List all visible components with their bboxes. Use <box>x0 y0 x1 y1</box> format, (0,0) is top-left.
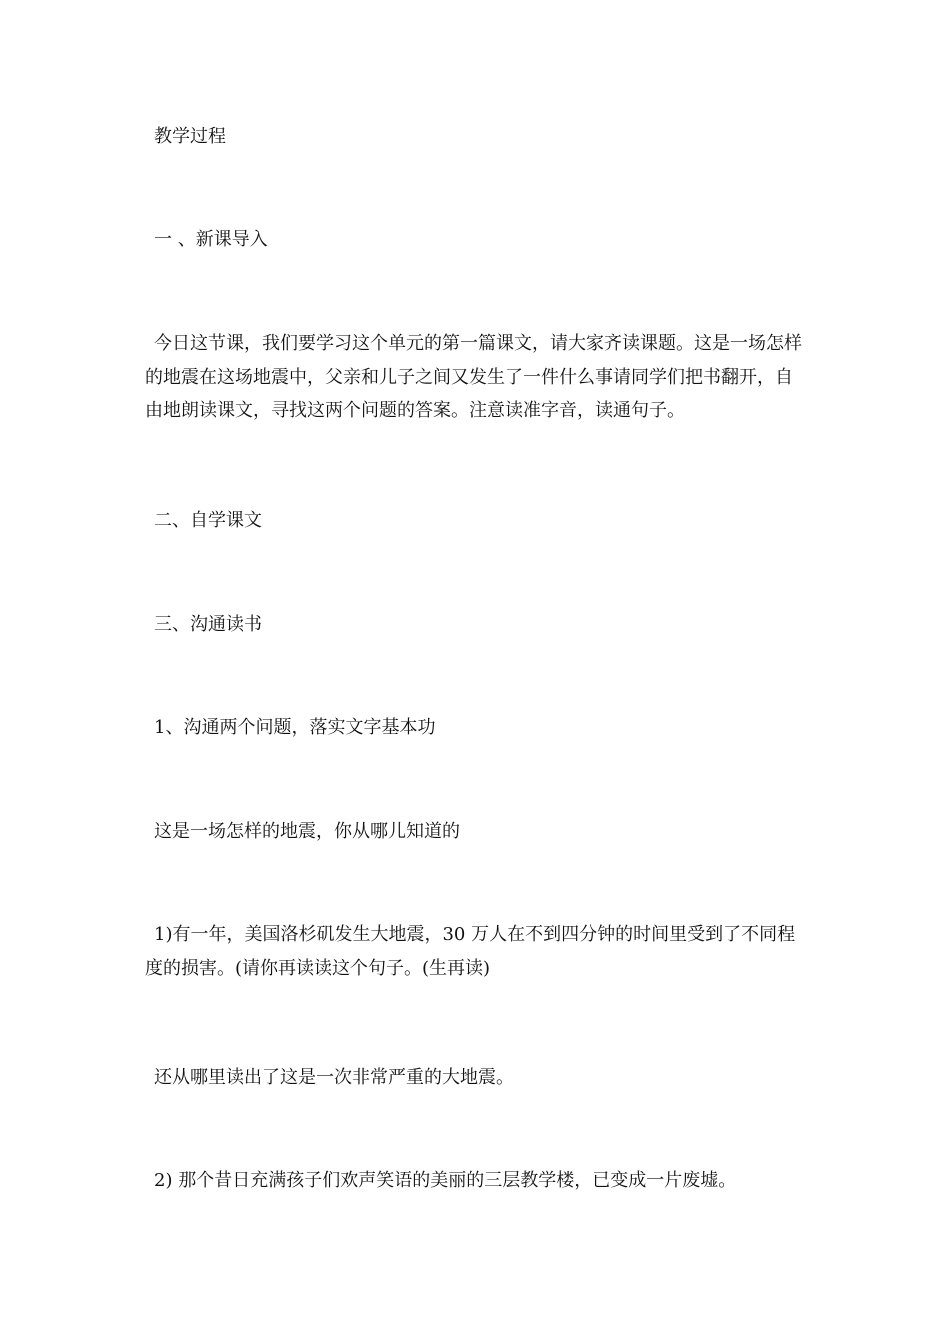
section-heading-self-study: 二、自学课文 <box>154 510 262 531</box>
sentence-school-ruins: 2) 那个昔日充满孩子们欢声笑语的美丽的三层教学楼，已变成一片废墟。 <box>154 1170 737 1191</box>
question-serious-quake: 还从哪里读出了这是一次非常严重的大地震。 <box>154 1067 514 1088</box>
section-heading-communicate-reading: 三、沟通读书 <box>154 614 262 635</box>
section-heading-new-lesson-intro: 一 、新课导入 <box>154 229 268 250</box>
heading-teaching-process: 教学过程 <box>154 126 226 147</box>
intro-paragraph: 今日这节课，我们要学习这个单元的第一篇课文，请大家齐读课题。这是一场怎样的地震在这场地震中，父亲和儿子之间又发生了一件什么事请同学们把书翻开，自由地朗读课文，寻找这两个问题的答案。注意读准字音，读通句子。 <box>145 333 802 421</box>
sentence-los-angeles-quake: 1)有一年，美国洛杉矶发生大地震，30 万人在不到四分钟的时间里受到了不同程度的损害。(请你再读读这个句子。(生再读) <box>145 924 796 979</box>
list-item-two-questions: 1、沟通两个问题，落实文字基本功 <box>154 717 436 738</box>
question-earthquake-kind: 这是一场怎样的地震，你从哪儿知道的 <box>154 821 460 842</box>
